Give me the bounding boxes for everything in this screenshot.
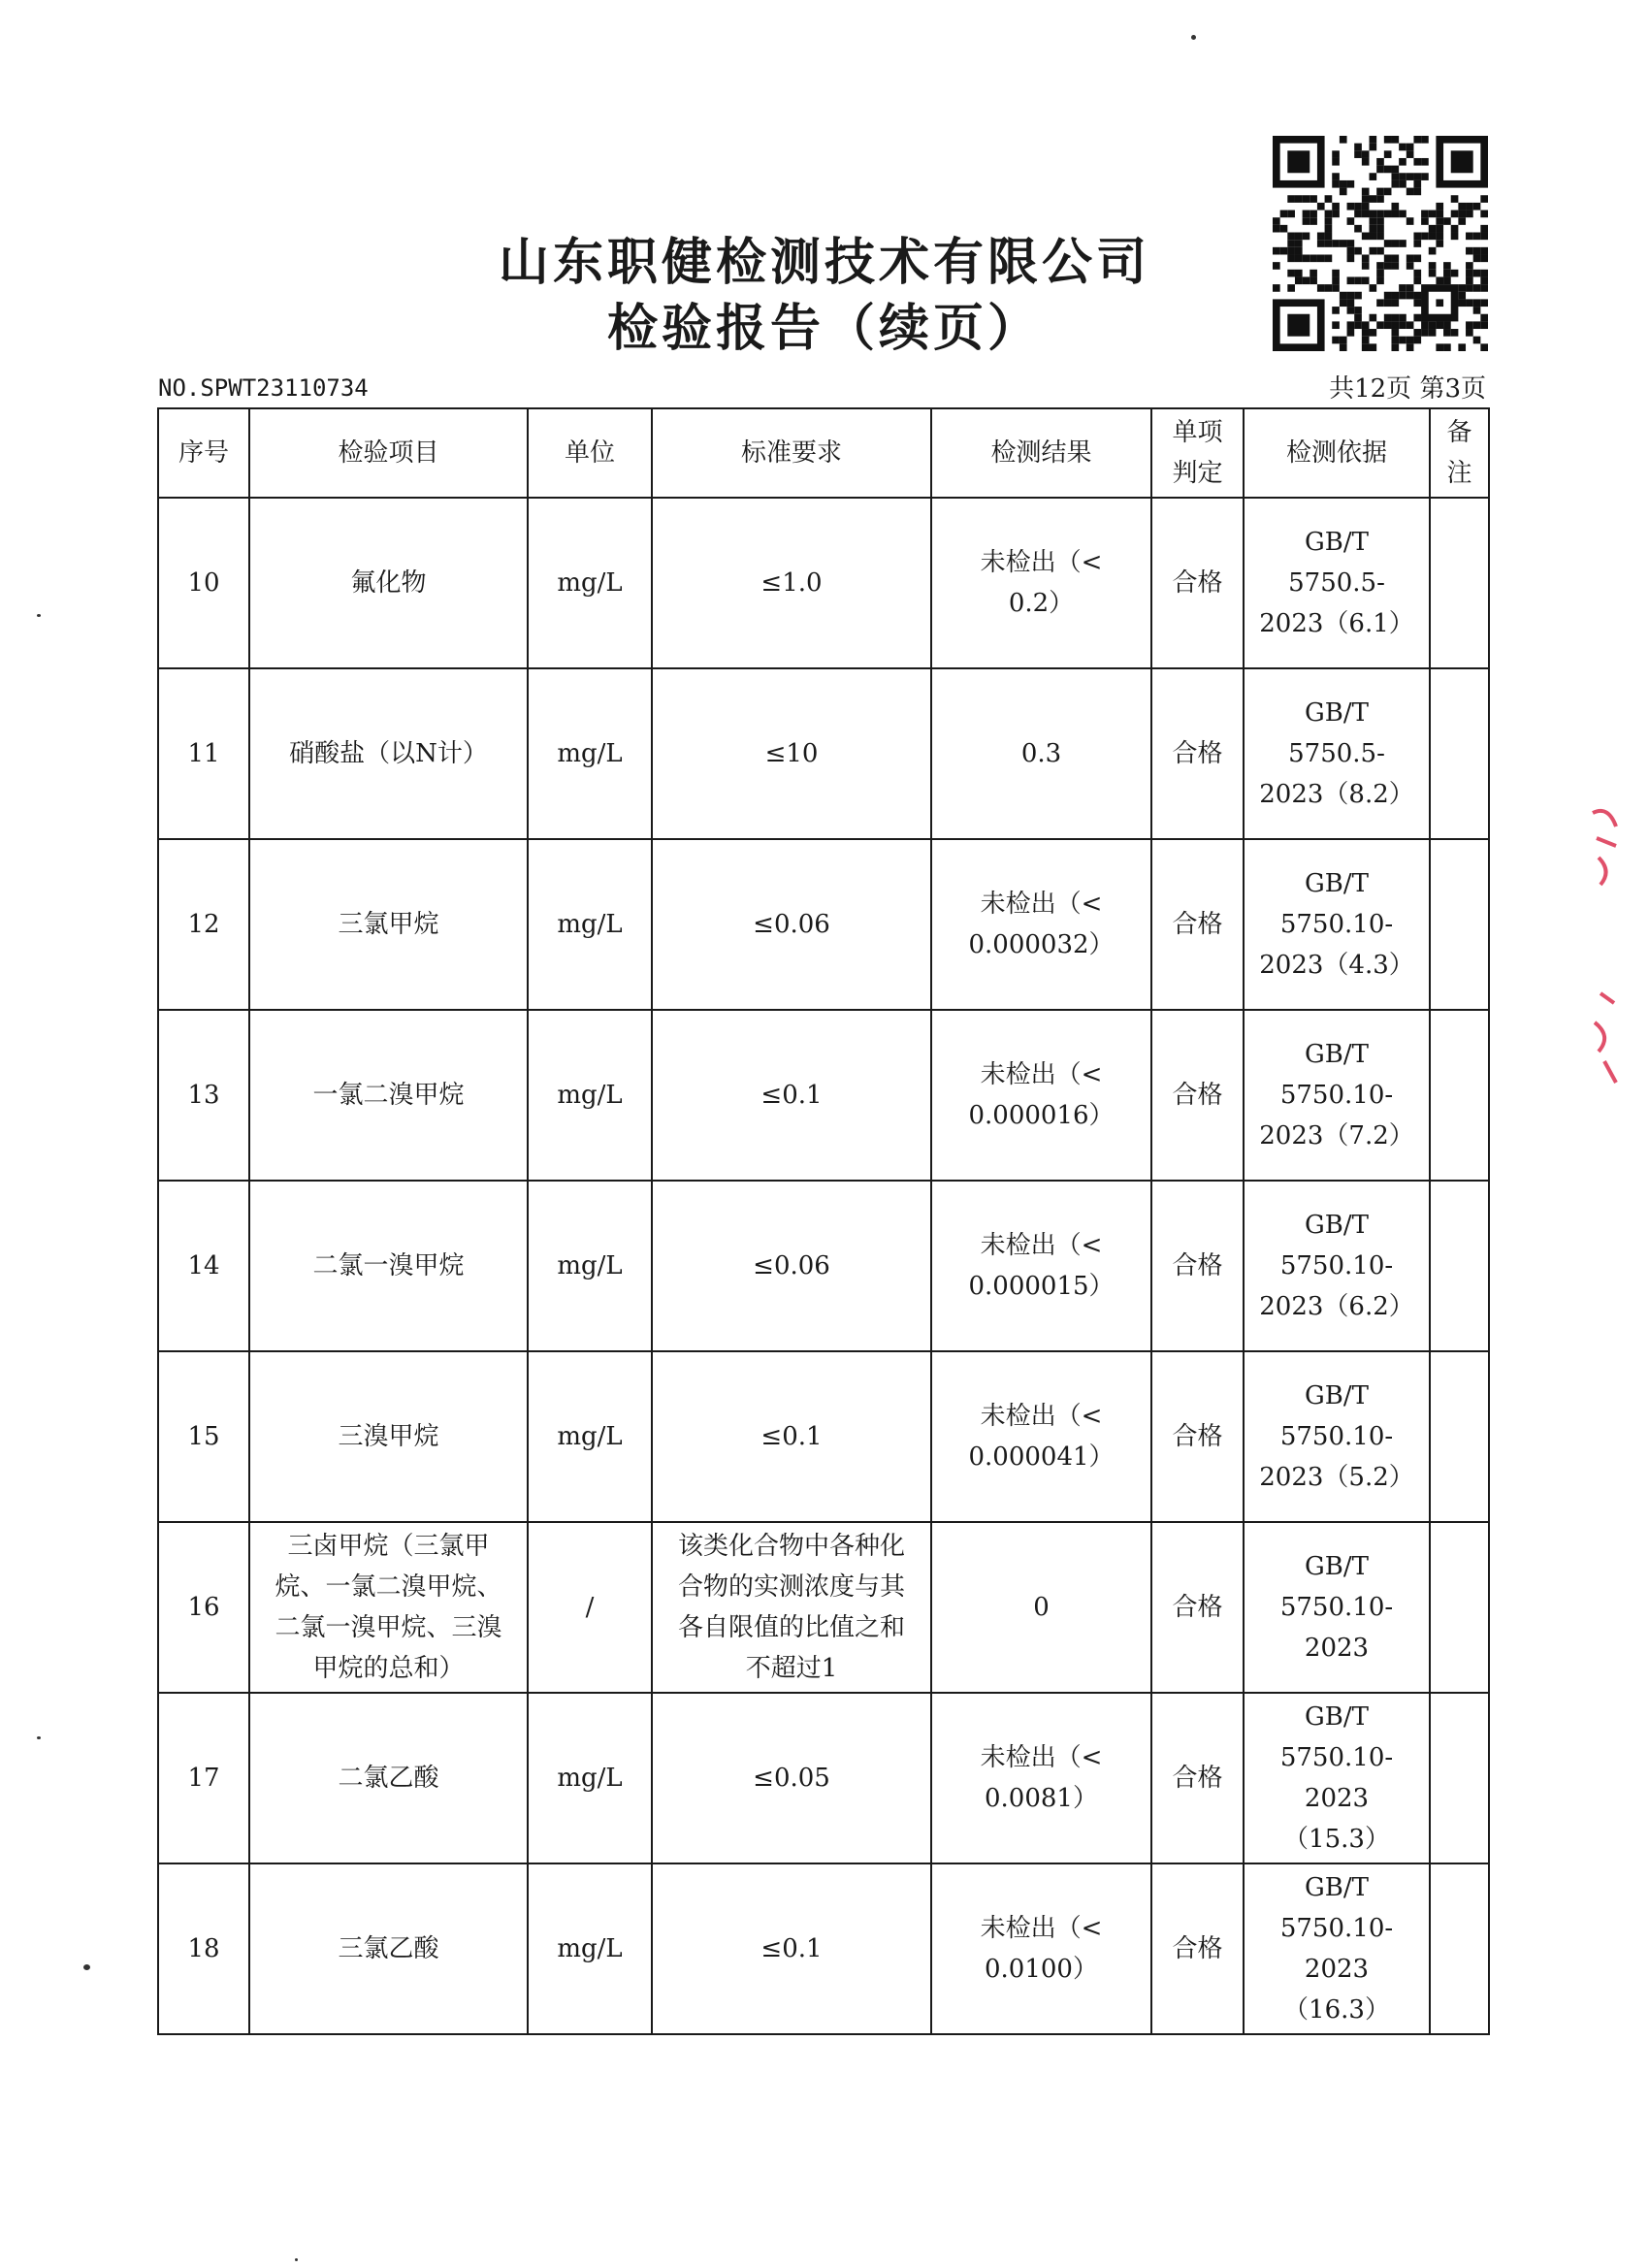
unit	[528, 668, 652, 839]
test-basis-line: 2023	[1304, 1784, 1370, 1813]
table-row	[158, 1010, 1489, 1181]
standard-requirement-line: 该类化合物中各种化	[677, 1532, 905, 1561]
row-number	[158, 839, 249, 1010]
standard-requirement	[652, 1522, 931, 1693]
test-basis-line: 2023（5.2）	[1259, 1463, 1414, 1492]
judgement	[1151, 1010, 1244, 1181]
row-number	[158, 1522, 249, 1693]
row-number-line: 13	[187, 1081, 220, 1110]
unit-line: mg/L	[557, 910, 623, 939]
unit	[528, 1863, 652, 2034]
remark	[1430, 498, 1489, 668]
test-result-line: 0.000015）	[968, 1272, 1115, 1301]
col-standard-header	[652, 408, 931, 498]
test-basis-line: 2023（6.2）	[1259, 1292, 1414, 1321]
unit	[528, 1351, 652, 1522]
test-result-line: 0.3	[1020, 739, 1062, 768]
seal-stamp-fragment	[1587, 803, 1626, 1094]
standard-requirement-line: 合物的实测浓度与其	[677, 1572, 905, 1602]
test-basis	[1244, 498, 1430, 668]
test-result-line: 未检出（<	[980, 1231, 1103, 1260]
test-basis-line: 5750.10-	[1279, 1593, 1394, 1622]
test-basis-line: 5750.10-	[1279, 1081, 1394, 1110]
inspection-item-line: 烷、一氯二溴甲烷、	[275, 1572, 502, 1602]
judgement-line: 合格	[1172, 1251, 1223, 1280]
standard-requirement	[652, 668, 931, 839]
row-number	[158, 1010, 249, 1181]
table-row	[158, 1351, 1489, 1522]
row-number-line: 11	[187, 739, 220, 768]
row-number	[158, 668, 249, 839]
test-basis	[1244, 1863, 1430, 2034]
test-basis-line: 2023（4.3）	[1259, 951, 1414, 980]
inspection-item-line: 一氯二溴甲烷	[312, 1081, 465, 1110]
standard-requirement-line: ≤0.06	[753, 910, 830, 939]
test-basis-line: 5750.10-	[1279, 910, 1394, 939]
test-basis-line: GB/T	[1305, 528, 1369, 557]
test-result-line: 未检出（<	[980, 1060, 1103, 1089]
test-basis	[1244, 668, 1430, 839]
judgement	[1151, 1181, 1244, 1351]
test-basis	[1244, 1693, 1430, 1863]
standard-requirement-line: ≤0.1	[760, 1081, 823, 1110]
report-number: NO.SPWT23110734	[158, 374, 369, 402]
test-result	[931, 1181, 1151, 1351]
unit	[528, 1181, 652, 1351]
col-result-header-line: 检测结果	[990, 438, 1092, 468]
judgement-line: 合格	[1172, 1422, 1223, 1451]
test-basis-line: 2023（7.2）	[1259, 1121, 1414, 1150]
row-number	[158, 498, 249, 668]
test-result	[931, 1863, 1151, 2034]
judgement	[1151, 1863, 1244, 2034]
test-basis-line: GB/T	[1305, 1040, 1369, 1069]
test-basis	[1244, 1351, 1430, 1522]
inspection-item-line: 二氯一溴甲烷、三溴	[275, 1613, 502, 1642]
col-unit-header	[528, 408, 652, 498]
standard-requirement	[652, 498, 931, 668]
unit-line: mg/L	[557, 1934, 623, 1963]
test-result	[931, 1522, 1151, 1693]
row-number-line: 16	[187, 1593, 220, 1622]
test-result	[931, 1010, 1151, 1181]
standard-requirement	[652, 1693, 931, 1863]
test-result	[931, 1693, 1151, 1863]
test-result-line: 0.000032）	[968, 930, 1115, 959]
test-result-line: 0.0081）	[985, 1784, 1098, 1813]
qr-code-icon	[1273, 136, 1488, 351]
judgement	[1151, 1693, 1244, 1863]
test-basis-line: GB/T	[1305, 1702, 1369, 1732]
standard-requirement-line: ≤1.0	[760, 568, 823, 598]
unit-line: mg/L	[557, 568, 623, 598]
test-basis-line: 5750.5-	[1288, 739, 1385, 768]
inspection-item-line: 三溴甲烷	[338, 1422, 439, 1451]
col-remark-header-line: 注	[1446, 459, 1472, 488]
judgement	[1151, 839, 1244, 1010]
unit	[528, 1693, 652, 1863]
row-number-line: 14	[187, 1251, 220, 1280]
test-basis-line: 2023	[1304, 1955, 1370, 1984]
standard-requirement-line: ≤0.1	[760, 1422, 823, 1451]
unit	[528, 498, 652, 668]
remark	[1430, 1351, 1489, 1522]
table-row	[158, 498, 1489, 668]
row-number	[158, 1863, 249, 2034]
row-number-line: 15	[187, 1422, 220, 1451]
test-result-line: 0.0100）	[985, 1955, 1098, 1984]
row-number	[158, 1351, 249, 1522]
test-result	[931, 1351, 1151, 1522]
col-basis-header-line: 检测依据	[1285, 438, 1387, 468]
test-basis-line: 2023（8.2）	[1259, 780, 1414, 809]
judgement-line: 合格	[1172, 1764, 1223, 1793]
row-number	[158, 1693, 249, 1863]
test-basis-line: 5750.5-	[1288, 568, 1385, 598]
judgement-line: 合格	[1172, 1593, 1223, 1622]
standard-requirement	[652, 1010, 931, 1181]
test-basis-line: 5750.10-	[1279, 1914, 1394, 1943]
col-result-header	[931, 408, 1151, 498]
test-basis-line: GB/T	[1305, 1211, 1369, 1240]
remark	[1430, 668, 1489, 839]
judgement-line: 合格	[1172, 910, 1223, 939]
unit	[528, 839, 652, 1010]
row-number-line: 18	[187, 1934, 220, 1963]
col-unit-header-line: 单位	[564, 438, 615, 468]
inspection-item	[249, 498, 528, 668]
inspection-table	[157, 407, 1490, 2035]
test-result	[931, 839, 1151, 1010]
test-basis-line: GB/T	[1305, 1381, 1369, 1410]
unit-line: mg/L	[557, 1764, 623, 1793]
inspection-item	[249, 1010, 528, 1181]
col-judgement-header-line: 单项	[1172, 418, 1223, 447]
standard-requirement	[652, 839, 931, 1010]
test-basis-line: GB/T	[1305, 1873, 1369, 1902]
col-basis-header	[1244, 408, 1430, 498]
test-result-line: 0	[1033, 1593, 1050, 1622]
judgement-line: 合格	[1172, 1081, 1223, 1110]
inspection-item	[249, 668, 528, 839]
table-row	[158, 668, 1489, 839]
inspection-item-line: 二氯乙酸	[338, 1764, 439, 1793]
standard-requirement-line: ≤0.05	[753, 1764, 830, 1793]
test-basis-line: 5750.10-	[1279, 1422, 1394, 1451]
judgement	[1151, 1351, 1244, 1522]
remark	[1430, 1693, 1489, 1863]
inspection-item	[249, 1863, 528, 2034]
table-row	[158, 1693, 1489, 1863]
test-result-line: 未检出（<	[980, 890, 1103, 919]
remark	[1430, 1181, 1489, 1351]
unit-line: mg/L	[557, 1422, 623, 1451]
report-title: 检验报告（续页）	[606, 300, 1042, 358]
inspection-item	[249, 839, 528, 1010]
row-number-line: 10	[187, 568, 220, 598]
row-number	[158, 1181, 249, 1351]
row-number-line: 17	[187, 1764, 220, 1793]
test-basis	[1244, 1181, 1430, 1351]
inspection-item	[249, 1181, 528, 1351]
remark	[1430, 839, 1489, 1010]
inspection-item-line: 三氯乙酸	[338, 1934, 439, 1963]
table-row	[158, 1863, 1489, 2034]
test-result-line: 未检出（<	[980, 1914, 1103, 1943]
company-name: 山东职健检测技术有限公司	[498, 234, 1150, 292]
inspection-item	[249, 1693, 528, 1863]
judgement-line: 合格	[1172, 568, 1223, 598]
standard-requirement	[652, 1863, 931, 2034]
judgement-line: 合格	[1172, 1934, 1223, 1963]
test-basis	[1244, 1522, 1430, 1693]
remark	[1430, 1863, 1489, 2034]
inspection-item-line: 二氯一溴甲烷	[312, 1251, 465, 1280]
inspection-item-line: 硝酸盐（以N计）	[289, 739, 488, 768]
unit	[528, 1010, 652, 1181]
standard-requirement-line: ≤0.06	[753, 1251, 830, 1280]
inspection-item	[249, 1351, 528, 1522]
judgement-line: 合格	[1172, 739, 1223, 768]
test-result-line: 未检出（<	[980, 1402, 1103, 1431]
unit	[528, 1522, 652, 1693]
test-basis-line: 5750.10-	[1279, 1251, 1394, 1280]
test-basis-line: GB/T	[1305, 1552, 1369, 1581]
unit-line: mg/L	[557, 1081, 623, 1110]
col-standard-header-line: 标准要求	[740, 438, 842, 468]
standard-requirement-line: 各自限值的比值之和	[677, 1613, 905, 1642]
row-number-line: 12	[187, 910, 220, 939]
judgement	[1151, 498, 1244, 668]
test-basis	[1244, 839, 1430, 1010]
table-row	[158, 1181, 1489, 1351]
remark	[1430, 1522, 1489, 1693]
inspection-item-line: 三氯甲烷	[338, 910, 439, 939]
judgement	[1151, 668, 1244, 839]
col-no-header-line: 序号	[178, 438, 229, 468]
test-basis-line: 2023	[1304, 1634, 1370, 1663]
standard-requirement-line: ≤0.1	[760, 1934, 823, 1963]
col-no-header	[158, 408, 249, 498]
inspection-item-line: 三卤甲烷（三氯甲	[287, 1532, 490, 1561]
test-basis-line: 2023（6.1）	[1259, 609, 1414, 638]
test-basis-line: GB/T	[1305, 698, 1369, 728]
unit-line: mg/L	[557, 1251, 623, 1280]
inspection-item	[249, 1522, 528, 1693]
table-row	[158, 839, 1489, 1010]
judgement	[1151, 1522, 1244, 1693]
inspection-item-line: 甲烷的总和）	[312, 1654, 465, 1683]
page-indicator: 共12页 第3页	[1329, 374, 1486, 404]
col-item-header-line: 检验项目	[338, 438, 439, 468]
col-item-header	[249, 408, 528, 498]
standard-requirement-line: 不超过1	[745, 1654, 838, 1683]
unit-line: /	[585, 1593, 595, 1622]
col-remark-header	[1430, 408, 1489, 498]
test-result	[931, 668, 1151, 839]
test-result	[931, 498, 1151, 668]
col-remark-header-line: 备	[1446, 418, 1472, 447]
test-basis-line: GB/T	[1305, 869, 1369, 898]
test-result-line: 未检出（<	[980, 548, 1103, 577]
remark	[1430, 1010, 1489, 1181]
test-result-line: 未检出（<	[980, 1743, 1103, 1772]
test-basis-line: 5750.10-	[1279, 1743, 1394, 1772]
test-basis-line: （15.3）	[1283, 1825, 1390, 1854]
test-basis	[1244, 1010, 1430, 1181]
test-result-line: 0.2）	[1008, 589, 1075, 618]
standard-requirement	[652, 1181, 931, 1351]
col-judgement-header-line: 判定	[1172, 459, 1223, 488]
unit-line: mg/L	[557, 739, 623, 768]
test-basis-line: （16.3）	[1283, 1995, 1390, 2025]
inspection-item-line: 氟化物	[350, 568, 427, 598]
test-result-line: 0.000041）	[968, 1442, 1115, 1472]
table-row	[158, 1522, 1489, 1693]
table-header-row	[158, 408, 1489, 498]
standard-requirement	[652, 1351, 931, 1522]
standard-requirement-line: ≤10	[764, 739, 819, 768]
test-result-line: 0.000016）	[968, 1101, 1115, 1130]
col-judgement-header	[1151, 408, 1244, 498]
